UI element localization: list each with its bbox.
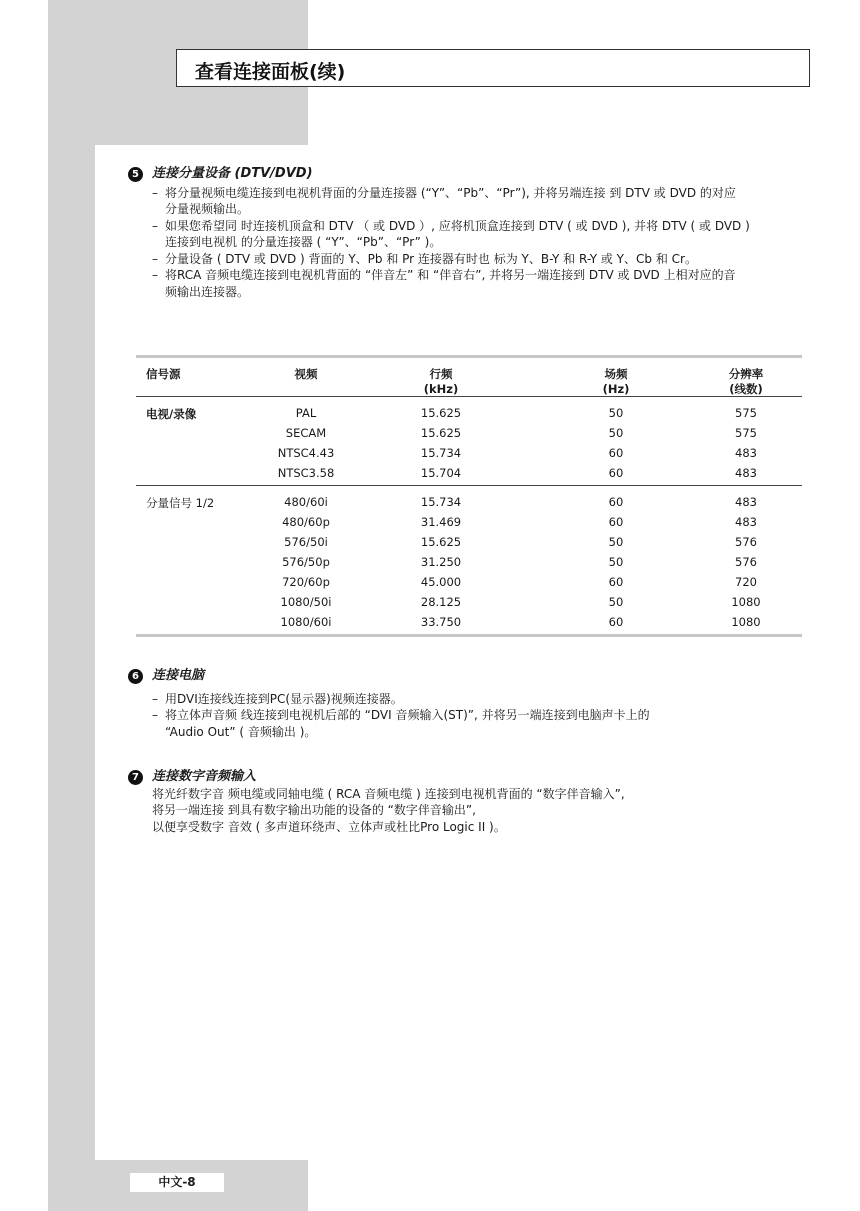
bullet-item (128, 267, 812, 300)
bullet-line: 如果您希望同 时连接机顶盒和 DTV （ 或 DVD ）, 应将机顶盒连接到 DTV ( 或 DVD ), 并将 DTV ( 或 DVD ) (165, 218, 750, 233)
cell-video: SECAM (285, 426, 327, 440)
cell-vfreq: 50 (608, 535, 624, 549)
section7-heading: 连接数字音频输入 (152, 769, 257, 784)
cell-hfreq: 31.469 (420, 515, 462, 529)
cell-vfreq: 60 (608, 575, 624, 589)
cell-resolution: 1080 (731, 615, 761, 629)
dash-marker: – (152, 185, 158, 200)
paragraph-line: 以便享受数字 音效 ( 多声道环绕声、立体声或杜比Pro Logic II )。 (152, 819, 506, 834)
group-source-label: 电视/录像 (146, 407, 197, 421)
cell-vfreq: 60 (608, 466, 624, 480)
group-source-label: 分量信号 1/2 (146, 496, 215, 510)
table-row (136, 592, 802, 612)
bullet-line: 将RCA 音频电缆连接到电视机背面的 “伴音左” 和 “伴音右”, 并将另一端连接到 DTV 或 DVD 上相对应的音 (165, 268, 736, 282)
table-header-row (136, 358, 802, 394)
cell-vfreq: 60 (608, 515, 624, 529)
cell-vfreq: 50 (608, 426, 624, 440)
table-row (136, 443, 802, 463)
section-heading (128, 668, 812, 685)
number-7-icon: 7 (128, 770, 143, 785)
cell-hfreq: 15.625 (420, 406, 462, 420)
cell-vfreq: 50 (608, 406, 624, 420)
cell-video: PAL (295, 406, 317, 420)
bullet-item (128, 251, 812, 268)
bullet-line: 分量设备 ( DTV 或 DVD ) 背面的 Y、Pb 和 Pr 连接器有时也 标为 Y、B-Y 和 R-Y 或 Y、Cb 和 Cr。 (165, 251, 697, 266)
header-hfreq: 行频 (kHz) (423, 367, 459, 396)
bullet-item (128, 691, 812, 708)
table-bottom-rule (136, 634, 802, 637)
cell-video: NTSC4.43 (277, 446, 335, 460)
table-row (136, 552, 802, 572)
page-number-label: 中文-8 (130, 1173, 224, 1192)
cell-resolution: 483 (735, 466, 757, 480)
header-vfreq: 场频 (Hz) (602, 367, 630, 396)
bullet-item (128, 185, 812, 218)
header-source: 信号源 (146, 367, 181, 381)
table-row (136, 512, 802, 532)
cell-hfreq: 31.250 (420, 555, 462, 569)
table-row (136, 492, 802, 512)
cell-resolution: 483 (735, 515, 757, 529)
cell-hfreq: 15.704 (420, 466, 462, 480)
table-row (136, 532, 802, 552)
cell-hfreq: 15.625 (420, 535, 462, 549)
cell-video: 1080/60i (280, 615, 332, 629)
cell-resolution: 576 (735, 535, 757, 549)
table-row (136, 572, 802, 592)
section-component-devices (128, 166, 812, 300)
header-video: 视频 (294, 367, 318, 381)
dash-marker: – (152, 251, 158, 266)
bullet-line: “Audio Out” ( 音频输出 )。 (165, 724, 317, 739)
cell-resolution: 720 (735, 575, 757, 589)
bullet-line: 将分量视频电缆连接到电视机背面的分量连接器 (“Y”、“Pb”、“Pr”), 并将另端连接 到 DTV 或 DVD 的对应 (165, 185, 736, 200)
table-row (136, 463, 802, 483)
section-digital-audio (128, 769, 792, 835)
gray-left-margin (48, 145, 95, 1211)
page-title: 查看连接面板(续) (195, 61, 346, 83)
bullet-item (128, 218, 812, 251)
cell-resolution: 1080 (731, 595, 761, 609)
cell-video: 576/50i (284, 535, 328, 549)
paragraph-line: 将光纤数字音 频电缆或同轴电缆 ( RCA 音频电缆 ) 连接到电视机背面的 “数字伴音输入”, (152, 786, 625, 801)
cell-hfreq: 33.750 (420, 615, 462, 629)
cell-video: 480/60p (282, 515, 330, 529)
section-heading (128, 769, 792, 786)
dash-marker: – (152, 691, 158, 706)
bullet-line: 将立体声音频 线连接到电视机后部的 “DVI 音频输入(ST)”, 并将另一端连接到电脑声卡上的 (165, 708, 650, 722)
bullet-line: 频输出连接器。 (165, 284, 250, 299)
table-row (136, 612, 802, 632)
dash-marker: – (152, 708, 158, 722)
bullet-line: 连接到电视机 的分量连接器 ( “Y”、“Pb”、“Pr” )。 (165, 235, 442, 249)
cell-video: 576/50p (282, 555, 330, 569)
cell-vfreq: 60 (608, 615, 624, 629)
signal-spec-table (136, 355, 802, 637)
table-row (136, 423, 802, 443)
cell-video: 480/60i (284, 495, 328, 509)
cell-hfreq: 45.000 (420, 575, 462, 589)
cell-vfreq: 50 (608, 595, 624, 609)
section5-heading: 连接分量设备 (DTV/DVD) (152, 166, 313, 181)
dash-marker: – (152, 218, 158, 233)
cell-resolution: 483 (735, 446, 757, 460)
table-group-component (136, 486, 802, 634)
bullet-line: 分量视频输出。 (165, 202, 250, 216)
cell-video: 1080/50i (280, 595, 332, 609)
bullet-item (128, 707, 812, 740)
paragraph-line: 将另一端连接 到具有数字输出功能的设备的 “数字伴音输出”, (152, 803, 476, 817)
cell-video: NTSC3.58 (277, 466, 335, 480)
cell-vfreq: 60 (608, 495, 624, 509)
bullet-line: 用DVI连接线连接到PC(显示器)视频连接器。 (165, 691, 403, 706)
number-5-icon: 5 (128, 167, 143, 182)
cell-resolution: 575 (735, 406, 757, 420)
section-heading (128, 166, 812, 183)
section6-heading: 连接电脑 (152, 668, 205, 683)
table-row (136, 403, 802, 423)
cell-hfreq: 15.734 (420, 446, 462, 460)
header-resolution: 分辨率 (线数) (728, 367, 764, 396)
page-title-box (176, 49, 810, 87)
section-connect-pc (128, 668, 812, 740)
cell-resolution: 483 (735, 495, 757, 509)
cell-hfreq: 15.625 (420, 426, 462, 440)
cell-video: 720/60p (282, 575, 330, 589)
cell-vfreq: 50 (608, 555, 624, 569)
table-group-tv (136, 397, 802, 485)
number-6-icon: 6 (128, 669, 143, 684)
cell-hfreq: 15.734 (420, 495, 462, 509)
cell-resolution: 575 (735, 426, 757, 440)
cell-resolution: 576 (735, 555, 757, 569)
dash-marker: – (152, 268, 158, 282)
cell-vfreq: 60 (608, 446, 624, 460)
cell-hfreq: 28.125 (420, 595, 462, 609)
